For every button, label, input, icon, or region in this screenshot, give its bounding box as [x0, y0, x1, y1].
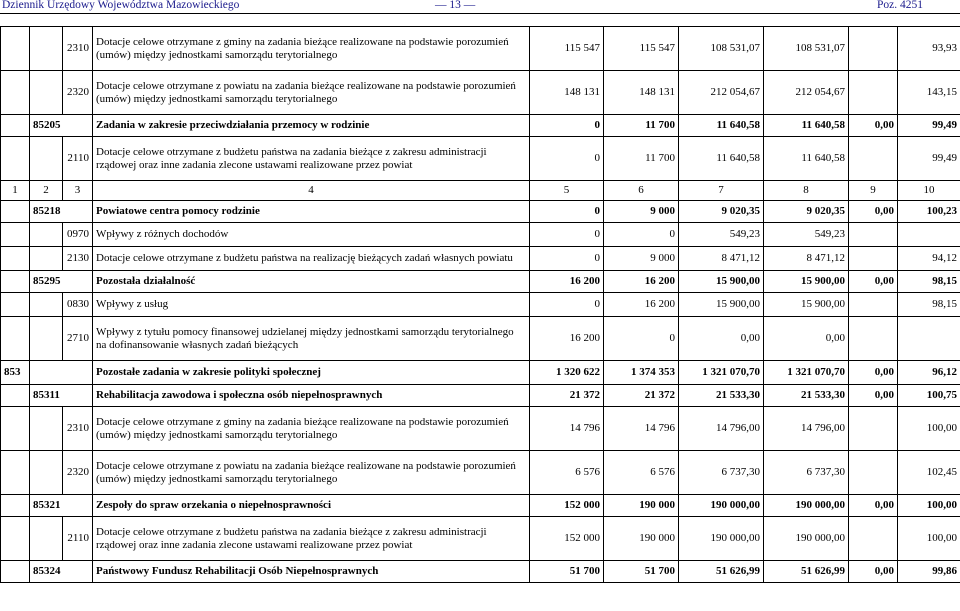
value-cell: 99,49	[898, 137, 960, 181]
value-cell: 0	[604, 317, 679, 361]
rozdzial-cell: 85311	[30, 385, 93, 407]
value-cell: 0,00	[849, 495, 898, 517]
value-cell: 6 576	[604, 451, 679, 495]
value-cell: 190 000,00	[764, 517, 849, 561]
value-cell: 11 640,58	[764, 137, 849, 181]
column-number-cell: 6	[604, 181, 679, 201]
value-cell: 14 796	[530, 407, 604, 451]
column-number-cell: 10	[898, 181, 960, 201]
table-row	[1, 385, 960, 407]
value-cell: 100,00	[898, 517, 960, 561]
value-cell: 0,00	[849, 115, 898, 137]
page-header	[0, 0, 960, 12]
value-cell: 99,49	[898, 115, 960, 137]
value-cell: 21 372	[604, 385, 679, 407]
value-cell: 0	[530, 115, 604, 137]
description-cell: Dotacje celowe otrzymane z budżetu państwa na zadania bieżące z zakresu administracji rządowej oraz inne zadania zlecone ustawami realizowane przez powiat	[93, 137, 530, 181]
value-cell	[849, 517, 898, 561]
description-cell: Zadania w zakresie przeciwdziałania przemocy w rodzinie	[93, 115, 530, 137]
table-row	[1, 561, 960, 583]
description-cell: Dotacje celowe otrzymane z gminy na zadania bieżące realizowane na podstawie porozumień (umów) między jednostkami samorządu terytorialnego	[93, 407, 530, 451]
value-cell: 98,15	[898, 293, 960, 317]
value-cell: 51 626,99	[679, 561, 764, 583]
dzial-cell	[1, 223, 30, 247]
column-number-cell: 3	[63, 181, 93, 201]
position-number: Poz. 4251	[877, 0, 923, 11]
value-cell	[849, 293, 898, 317]
value-cell: 549,23	[679, 223, 764, 247]
dzial-cell	[1, 137, 30, 181]
value-cell: 15 900,00	[679, 293, 764, 317]
value-cell: 94,12	[898, 247, 960, 271]
value-cell: 11 640,58	[679, 115, 764, 137]
description-cell: Państwowy Fundusz Rehabilitacji Osób Niepełnosprawnych	[93, 561, 530, 583]
value-cell: 100,75	[898, 385, 960, 407]
value-cell: 51 700	[604, 561, 679, 583]
description-cell: Zespoły do spraw orzekania o niepełnosprawności	[93, 495, 530, 517]
value-cell: 108 531,07	[679, 27, 764, 71]
description-cell: Dotacje celowe otrzymane z gminy na zadania bieżące realizowane na podstawie porozumień (umów) między jednostkami samorządu terytorialnego	[93, 27, 530, 71]
table-row	[1, 181, 960, 201]
value-cell: 0	[604, 223, 679, 247]
value-cell: 21 533,30	[764, 385, 849, 407]
value-cell: 21 533,30	[679, 385, 764, 407]
value-cell: 51 700	[530, 561, 604, 583]
dzial-cell	[1, 247, 30, 271]
value-cell: 0,00	[849, 561, 898, 583]
value-cell: 102,45	[898, 451, 960, 495]
value-cell: 100,23	[898, 201, 960, 223]
value-cell: 8 471,12	[764, 247, 849, 271]
paragraph-cell: 2110	[63, 137, 93, 181]
rozdzial-cell	[30, 293, 63, 317]
rozdzial-cell: 85321	[30, 495, 93, 517]
value-cell: 14 796,00	[679, 407, 764, 451]
table-row	[1, 495, 960, 517]
value-cell: 190 000,00	[679, 517, 764, 561]
value-cell: 0,00	[764, 317, 849, 361]
table-row	[1, 247, 960, 271]
column-number-cell: 5	[530, 181, 604, 201]
value-cell: 212 054,67	[764, 71, 849, 115]
description-cell: Wpływy z tytułu pomocy finansowej udzielanej między jednostkami samorządu terytorialnego na dofinansowanie własnych zadań bieżących	[93, 317, 530, 361]
description-cell: Dotacje celowe otrzymane z powiatu na zadania bieżące realizowane na podstawie porozumień (umów) między jednostkami samorządu terytorialnego	[93, 451, 530, 495]
value-cell	[849, 407, 898, 451]
value-cell: 11 700	[604, 115, 679, 137]
column-number-cell: 8	[764, 181, 849, 201]
value-cell	[849, 137, 898, 181]
rozdzial-cell	[30, 247, 63, 271]
rozdzial-cell: 85218	[30, 201, 93, 223]
value-cell: 212 054,67	[679, 71, 764, 115]
dzial-cell	[1, 561, 30, 583]
value-cell: 93,93	[898, 27, 960, 71]
rozdzial-cell: 85205	[30, 115, 93, 137]
value-cell: 0	[530, 137, 604, 181]
value-cell: 9 000	[604, 201, 679, 223]
value-cell: 1 320 622	[530, 361, 604, 385]
dzial-cell	[1, 407, 30, 451]
value-cell: 148 131	[604, 71, 679, 115]
rozdzial-cell	[30, 27, 63, 71]
paragraph-cell: 0970	[63, 223, 93, 247]
value-cell: 143,15	[898, 71, 960, 115]
value-cell: 100,00	[898, 495, 960, 517]
value-cell: 190 000	[604, 495, 679, 517]
paragraph-cell: 2320	[63, 71, 93, 115]
header-rule	[0, 13, 960, 14]
value-cell: 1 321 070,70	[764, 361, 849, 385]
description-cell: Rehabilitacja zawodowa i społeczna osób niepełnosprawnych	[93, 385, 530, 407]
paragraph-cell: 2310	[63, 407, 93, 451]
table-row	[1, 271, 960, 293]
table-row	[1, 517, 960, 561]
value-cell: 0,00	[849, 385, 898, 407]
dzial-cell: 853	[1, 361, 30, 385]
value-cell: 0	[530, 201, 604, 223]
value-cell: 0	[530, 247, 604, 271]
dzial-cell	[1, 517, 30, 561]
value-cell: 0,00	[679, 317, 764, 361]
rozdzial-cell	[30, 361, 93, 385]
table-row	[1, 137, 960, 181]
value-cell: 152 000	[530, 495, 604, 517]
dzial-cell	[1, 451, 30, 495]
column-number-cell: 7	[679, 181, 764, 201]
value-cell: 15 900,00	[764, 271, 849, 293]
description-cell: Dotacje celowe otrzymane z powiatu na zadania bieżące realizowane na podstawie porozumień (umów) między jednostkami samorządu terytorialnego	[93, 71, 530, 115]
value-cell: 100,00	[898, 407, 960, 451]
page-number: — 13 —	[435, 0, 476, 11]
description-cell: Pozostałe zadania w zakresie polityki społecznej	[93, 361, 530, 385]
rozdzial-cell	[30, 223, 63, 247]
value-cell: 115 547	[530, 27, 604, 71]
column-number-cell: 9	[849, 181, 898, 201]
value-cell	[849, 71, 898, 115]
value-cell: 16 200	[530, 271, 604, 293]
dzial-cell	[1, 317, 30, 361]
table-row	[1, 407, 960, 451]
value-cell: 8 471,12	[679, 247, 764, 271]
value-cell: 9 020,35	[764, 201, 849, 223]
table-row	[1, 317, 960, 361]
value-cell	[898, 317, 960, 361]
dzial-cell	[1, 495, 30, 517]
rozdzial-cell	[30, 451, 63, 495]
table-row	[1, 223, 960, 247]
rozdzial-cell	[30, 317, 63, 361]
value-cell: 96,12	[898, 361, 960, 385]
value-cell: 15 900,00	[679, 271, 764, 293]
value-cell: 21 372	[530, 385, 604, 407]
column-number-cell: 2	[30, 181, 63, 201]
value-cell: 115 547	[604, 27, 679, 71]
value-cell	[849, 27, 898, 71]
value-cell: 16 200	[604, 271, 679, 293]
value-cell: 11 700	[604, 137, 679, 181]
table-row	[1, 27, 960, 71]
value-cell	[849, 451, 898, 495]
table-row	[1, 451, 960, 495]
value-cell: 0,00	[849, 271, 898, 293]
rozdzial-cell	[30, 71, 63, 115]
table-row	[1, 115, 960, 137]
value-cell: 0,00	[849, 361, 898, 385]
dzial-cell	[1, 293, 30, 317]
value-cell: 152 000	[530, 517, 604, 561]
value-cell	[849, 317, 898, 361]
value-cell: 108 531,07	[764, 27, 849, 71]
description-cell: Wpływy z różnych dochodów	[93, 223, 530, 247]
table-row	[1, 71, 960, 115]
value-cell: 9 000	[604, 247, 679, 271]
value-cell: 6 737,30	[764, 451, 849, 495]
value-cell: 0	[530, 293, 604, 317]
dzial-cell	[1, 201, 30, 223]
paragraph-cell: 2710	[63, 317, 93, 361]
value-cell: 99,86	[898, 561, 960, 583]
description-cell: Powiatowe centra pomocy rodzinie	[93, 201, 530, 223]
rozdzial-cell	[30, 137, 63, 181]
value-cell: 14 796,00	[764, 407, 849, 451]
value-cell	[849, 247, 898, 271]
column-number-cell: 4	[93, 181, 530, 201]
dzial-cell	[1, 385, 30, 407]
paragraph-cell: 2130	[63, 247, 93, 271]
value-cell: 190 000	[604, 517, 679, 561]
table-row	[1, 293, 960, 317]
rozdzial-cell: 85295	[30, 271, 93, 293]
description-cell: Wpływy z usług	[93, 293, 530, 317]
table-row	[1, 201, 960, 223]
rozdzial-cell	[30, 407, 63, 451]
value-cell: 0	[530, 223, 604, 247]
table-row	[1, 361, 960, 385]
value-cell: 14 796	[604, 407, 679, 451]
dzial-cell	[1, 271, 30, 293]
description-cell: Dotacje celowe otrzymane z budżetu państwa na realizację bieżących zadań własnych powiatu	[93, 247, 530, 271]
value-cell: 16 200	[530, 317, 604, 361]
value-cell: 190 000,00	[679, 495, 764, 517]
description-cell: Pozostała działalność	[93, 271, 530, 293]
value-cell: 190 000,00	[764, 495, 849, 517]
dzial-cell	[1, 115, 30, 137]
value-cell: 6 737,30	[679, 451, 764, 495]
paragraph-cell: 2110	[63, 517, 93, 561]
value-cell: 9 020,35	[679, 201, 764, 223]
value-cell: 11 640,58	[679, 137, 764, 181]
value-cell: 1 321 070,70	[679, 361, 764, 385]
value-cell	[898, 223, 960, 247]
journal-title: Dziennik Urzędowy Województwa Mazowieckiego	[2, 0, 240, 11]
rozdzial-cell: 85324	[30, 561, 93, 583]
value-cell: 98,15	[898, 271, 960, 293]
value-cell: 6 576	[530, 451, 604, 495]
value-cell: 51 626,99	[764, 561, 849, 583]
value-cell: 15 900,00	[764, 293, 849, 317]
value-cell: 16 200	[604, 293, 679, 317]
rozdzial-cell	[30, 517, 63, 561]
value-cell: 0,00	[849, 201, 898, 223]
dzial-cell	[1, 71, 30, 115]
value-cell	[849, 223, 898, 247]
description-cell: Dotacje celowe otrzymane z budżetu państwa na zadania bieżące z zakresu administracji rządowej oraz inne zadania zlecone ustawami realizowane przez powiat	[93, 517, 530, 561]
value-cell: 1 374 353	[604, 361, 679, 385]
budget-table	[0, 26, 960, 583]
value-cell: 549,23	[764, 223, 849, 247]
paragraph-cell: 0830	[63, 293, 93, 317]
paragraph-cell: 2310	[63, 27, 93, 71]
value-cell: 148 131	[530, 71, 604, 115]
dzial-cell	[1, 27, 30, 71]
column-number-cell: 1	[1, 181, 30, 201]
value-cell: 11 640,58	[764, 115, 849, 137]
paragraph-cell: 2320	[63, 451, 93, 495]
